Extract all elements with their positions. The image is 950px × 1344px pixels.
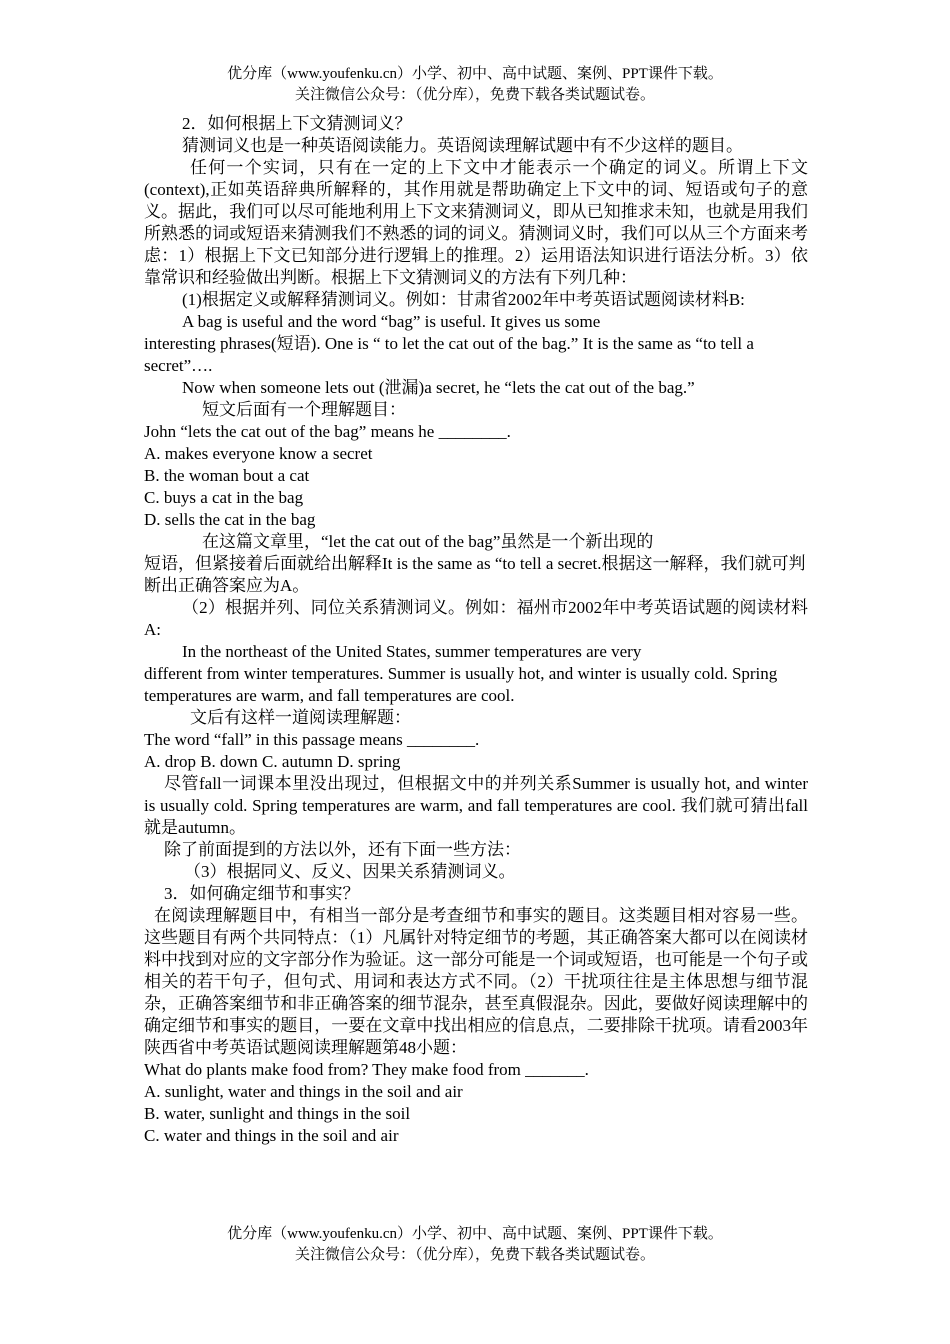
section-2-paragraph: 任何一个实词，只有在一定的上下文中才能表示一个确定的词义。所谓上下文(context),正如英语辞典所解释的，其作用就是帮助确定上下文中的词、短语或句子的意义。据此，我们可以尽可能地利用上下文来猜测词义，即从已知推求未知，也就是用我们所熟悉的词或短语来猜测我们不熟悉的词的词义。猜测词义时，我们可以从三个方面来考虑：1）根据上下文已知部分进行逻辑上的推理。2）运用语法知识进行语法分析。3）依靠常识和经验做出判断。根据上下文猜测词义的方法有下列几种：	[144, 158, 808, 287]
section-3-option: C. water and things in the soil and air	[144, 1126, 399, 1145]
section-3-option: A. sunlight, water and things in the soil and air	[144, 1082, 463, 1101]
method-2-title: （2）根据并列、同位关系猜测词义。例如：福州市2002年中考英语试题的阅读材料A:	[144, 598, 808, 639]
method-2-passage-line: In the northeast of the United States, summer temperatures are very	[182, 642, 642, 661]
method-2-options: A. drop B. down C. autumn D. spring	[144, 752, 401, 771]
method-1-passage: interesting phrases(短语). One is “ to let the cat out of the bag.” It is the same as “to tell a secret”….	[144, 334, 754, 375]
method-2-explanation: 尽管fall一词课本里没出现过，但根据文中的并列关系Summer is usually hot, and winter is usually cold. Spring temperatures are warm, and fall temperatures are cool. 我们就可猜出fall就是autumn。	[144, 774, 808, 837]
method-1-question: John “lets the cat out of the bag” means he ________.	[144, 422, 511, 441]
method-1-title: (1)根据定义或解释猜测词义。例如：甘肃省2002年中考英语试题阅读材料B:	[182, 290, 745, 309]
footer-line-1: 优分库（www.youfenku.cn）小学、初中、高中试题、案例、PPT课件下载。	[227, 1226, 723, 1242]
method-1-option: A. makes everyone know a secret	[144, 444, 373, 463]
header-line-1: 优分库（www.youfenku.cn）小学、初中、高中试题、案例、PPT课件下载。	[227, 66, 723, 82]
method-1-option: C. buys a cat in the bag	[144, 488, 304, 507]
method-1-passage-2: Now when someone lets out (泄漏)a secret, he “lets the cat out of the bag.”	[182, 378, 695, 397]
header-line-2: 关注微信公众号：（优分库），免费下载各类试题试卷。	[294, 87, 655, 103]
method-1-option: B. the woman bout a cat	[144, 466, 310, 485]
method-3-title: （3）根据同义、反义、因果关系猜测词义。	[184, 862, 516, 881]
section-3-paragraph: 在阅读理解题目中，有相当一部分是考查细节和事实的题目。这类题目相对容易一些。这些题目有两个共同特点：（1）凡属针对特定细节的考题，其正确答案大都可以在阅读材料中找到对应的文字部分作为验证。这一部分可能是一个词或短语，也可能是一个句子或相关的若干句子，但句式、用词和表达方式不同。（2）干扰项往往是主体思想与细节混杂，正确答案细节和非正确答案的细节混杂，甚至真假混杂。因此，要做好阅读理解中的确定细节和事实的题目，一要在文章中找出相应的信息点，二要排除干扰项。请看2003年陕西省中考英语试题阅读理解题第48小题：	[144, 906, 808, 1057]
section-3-title: 3．如何确定细节和事实？	[164, 884, 360, 903]
method-2-question: The word “fall” in this passage means ________.	[144, 730, 480, 749]
other-methods: 除了前面提到的方法以外，还有下面一些方法：	[164, 840, 521, 859]
method-1-explanation: 短语，但紧接着后面就给出解释It is the same as “to tell a secret.根据这一解释，我们就可判断出正确答案应为A。	[144, 554, 806, 595]
method-1-intro: 短文后面有一个理解题目：	[202, 400, 406, 419]
method-1-passage-line: A bag is useful and the word “bag” is useful. It gives us some	[182, 312, 601, 331]
method-1-option: D. sells the cat in the bag	[144, 510, 316, 529]
method-2-intro: 文后有这样一道阅读理解题：	[190, 708, 411, 727]
page-footer	[0, 1224, 950, 1266]
method-1-explanation-line: 在这篇文章里，“let the cat out of the bag”虽然是一个新出现的	[202, 532, 654, 551]
footer-line-2: 关注微信公众号：（优分库），免费下载各类试题试卷。	[294, 1247, 655, 1263]
section-2-intro: 猜测词义也是一种英语阅读能力。英语阅读理解试题中有不少这样的题目。	[182, 136, 743, 155]
section-3-question: What do plants make food from? They make food from _______.	[144, 1060, 589, 1079]
method-2-passage: different from winter temperatures. Summer is usually hot, and winter is usually cold. Spring temperatures are warm, and fall temperatures are cool.	[144, 664, 778, 705]
section-2-title: 2．如何根据上下文猜测词义？	[182, 114, 412, 133]
section-3-option: B. water, sunlight and things in the soil	[144, 1104, 411, 1123]
page-header	[0, 64, 950, 106]
document-body	[144, 113, 808, 1147]
